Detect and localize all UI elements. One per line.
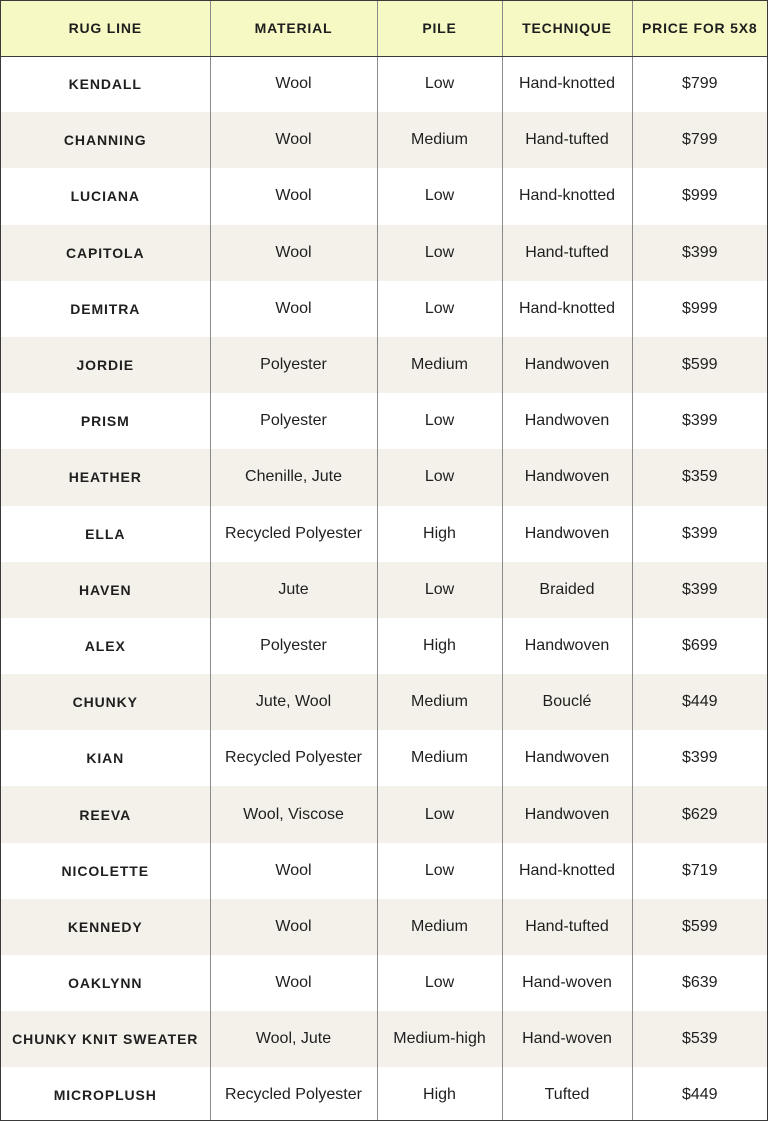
pile-cell: Low: [377, 786, 502, 842]
pile-cell: High: [377, 506, 502, 562]
table-row: [1, 562, 767, 618]
technique-cell: Tufted: [502, 1067, 632, 1121]
technique-cell: Hand-knotted: [502, 843, 632, 899]
pile-cell: Medium: [377, 337, 502, 393]
table-row: [1, 168, 767, 224]
material-cell: Wool, Viscose: [210, 786, 377, 842]
rug-line-cell: MICROPLUSH: [53, 1087, 157, 1104]
technique-cell: Hand-tufted: [502, 112, 632, 168]
rug-line-cell: DEMITRA: [70, 300, 141, 317]
table-row: [1, 225, 767, 281]
rug-line-cell: CHUNKY: [72, 694, 138, 711]
rug-line-cell: KIAN: [86, 750, 125, 767]
price-cell: $399: [632, 506, 767, 562]
material-cell: Wool: [210, 225, 377, 281]
pile-cell: High: [377, 1067, 502, 1121]
technique-cell: Braided: [502, 562, 632, 618]
price-cell: $449: [632, 1067, 767, 1121]
rug-line-cell: LUCIANA: [70, 188, 140, 205]
rug-line-cell: KENDALL: [68, 76, 142, 93]
rug-line-cell: JORDIE: [76, 357, 135, 374]
technique-cell: Handwoven: [502, 449, 632, 505]
pile-cell: Medium: [377, 899, 502, 955]
material-cell: Polyester: [210, 337, 377, 393]
price-cell: $399: [632, 393, 767, 449]
material-cell: Recycled Polyester: [210, 506, 377, 562]
price-cell: $399: [632, 730, 767, 786]
table-row: [1, 730, 767, 786]
table-row: [1, 393, 767, 449]
material-cell: Wool: [210, 56, 377, 112]
table-row: [1, 449, 767, 505]
price-cell: $599: [632, 337, 767, 393]
material-cell: Wool: [210, 168, 377, 224]
pile-cell: Medium: [377, 730, 502, 786]
pile-cell: Medium-high: [377, 1011, 502, 1067]
material-cell: Wool: [210, 899, 377, 955]
table-row: [1, 56, 767, 112]
price-cell: $639: [632, 955, 767, 1011]
pile-cell: Low: [377, 393, 502, 449]
column-header-pile: PILE: [377, 1, 502, 56]
technique-cell: Handwoven: [502, 393, 632, 449]
table-row: [1, 843, 767, 899]
rug-line-cell: HAVEN: [79, 581, 132, 598]
material-cell: Wool: [210, 955, 377, 1011]
technique-cell: Handwoven: [502, 506, 632, 562]
rug-line-cell: ELLA: [85, 525, 126, 542]
technique-cell: Handwoven: [502, 618, 632, 674]
price-cell: $999: [632, 168, 767, 224]
technique-cell: Hand-woven: [502, 1011, 632, 1067]
material-cell: Wool: [210, 112, 377, 168]
pile-cell: Low: [377, 225, 502, 281]
technique-cell: Handwoven: [502, 337, 632, 393]
technique-cell: Hand-knotted: [502, 168, 632, 224]
pile-cell: Low: [377, 843, 502, 899]
table-row: [1, 1011, 767, 1067]
material-cell: Wool: [210, 281, 377, 337]
table-header: [1, 1, 767, 56]
technique-cell: Hand-knotted: [502, 281, 632, 337]
technique-cell: Hand-knotted: [502, 56, 632, 112]
rug-line-cell: REEVA: [79, 806, 132, 823]
rug-comparison-table: [1, 1, 767, 1121]
pile-cell: Low: [377, 449, 502, 505]
rug-line-cell: PRISM: [80, 413, 130, 430]
column-header-technique: TECHNIQUE: [502, 1, 632, 56]
table-body: [1, 56, 767, 1121]
header-row: [1, 1, 767, 56]
price-cell: $399: [632, 562, 767, 618]
price-cell: $399: [632, 225, 767, 281]
material-cell: Polyester: [210, 393, 377, 449]
table-row: [1, 955, 767, 1011]
pile-cell: Low: [377, 955, 502, 1011]
price-cell: $699: [632, 618, 767, 674]
material-cell: Recycled Polyester: [210, 730, 377, 786]
material-cell: Wool: [210, 843, 377, 899]
material-cell: Polyester: [210, 618, 377, 674]
technique-cell: Hand-woven: [502, 955, 632, 1011]
price-cell: $629: [632, 786, 767, 842]
column-header-price: PRICE FOR 5X8: [632, 1, 767, 56]
price-cell: $599: [632, 899, 767, 955]
material-cell: Wool, Jute: [210, 1011, 377, 1067]
column-header-material: MATERIAL: [210, 1, 377, 56]
material-cell: Chenille, Jute: [210, 449, 377, 505]
rug-line-cell: HEATHER: [68, 469, 142, 486]
table-row: [1, 899, 767, 955]
table-row: [1, 786, 767, 842]
table-row: [1, 337, 767, 393]
price-cell: $539: [632, 1011, 767, 1067]
table-row: [1, 618, 767, 674]
material-cell: Jute: [210, 562, 377, 618]
rug-line-cell: KENNEDY: [67, 918, 143, 935]
rug-line-cell: NICOLETTE: [61, 862, 149, 879]
pile-cell: High: [377, 618, 502, 674]
price-cell: $359: [632, 449, 767, 505]
price-cell: $999: [632, 281, 767, 337]
table-row: [1, 506, 767, 562]
technique-cell: Hand-tufted: [502, 225, 632, 281]
material-cell: Recycled Polyester: [210, 1067, 377, 1121]
pile-cell: Low: [377, 562, 502, 618]
pile-cell: Low: [377, 168, 502, 224]
price-cell: $449: [632, 674, 767, 730]
rug-line-cell: CHUNKY KNIT SWEATER: [12, 1031, 199, 1048]
price-cell: $799: [632, 56, 767, 112]
column-header-rug-line: RUG LINE: [1, 1, 210, 56]
table-row: [1, 112, 767, 168]
rug-line-cell: ALEX: [84, 637, 126, 654]
price-cell: $799: [632, 112, 767, 168]
rug-line-cell: OAKLYNN: [68, 975, 143, 992]
pile-cell: Medium: [377, 674, 502, 730]
table-row: [1, 1067, 767, 1121]
pile-cell: Medium: [377, 112, 502, 168]
technique-cell: Handwoven: [502, 786, 632, 842]
pile-cell: Low: [377, 56, 502, 112]
rug-line-cell: CAPITOLA: [66, 244, 145, 261]
technique-cell: Hand-tufted: [502, 899, 632, 955]
material-cell: Jute, Wool: [210, 674, 377, 730]
price-cell: $719: [632, 843, 767, 899]
technique-cell: Handwoven: [502, 730, 632, 786]
technique-cell: Bouclé: [502, 674, 632, 730]
table-row: [1, 281, 767, 337]
rug-line-cell: CHANNING: [63, 132, 147, 149]
pile-cell: Low: [377, 281, 502, 337]
table-row: [1, 674, 767, 730]
